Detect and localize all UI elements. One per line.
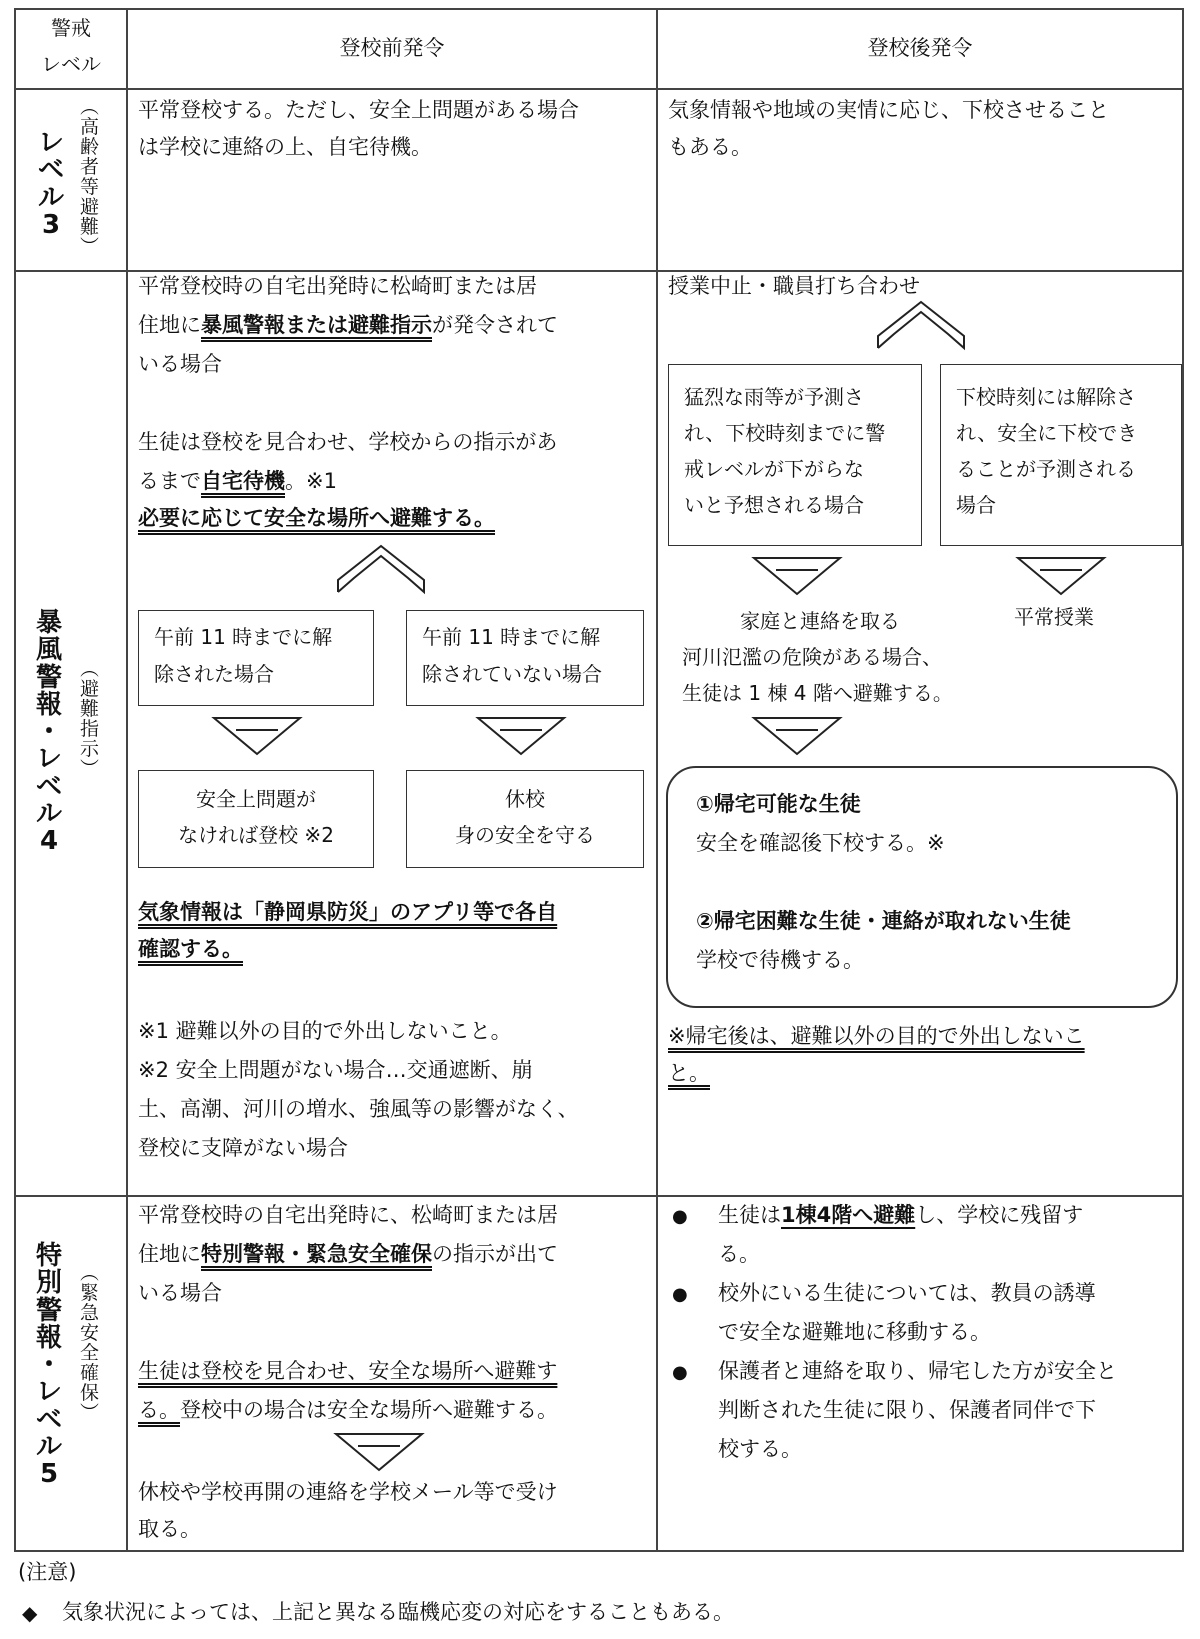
level3-after-line2: もある。 xyxy=(668,135,752,159)
level4-after-box-left-line3: 戒レベルが下がらな xyxy=(684,457,864,481)
level4-after-opt2-text: 学校で待機する。 xyxy=(696,948,864,972)
level5-before-line6-2: 取る。 xyxy=(138,1517,201,1541)
level5-before-line5: る。登校中の場合は安全な場所へ避難する。 xyxy=(138,1398,558,1422)
bullet-1-icon: ● xyxy=(672,1206,688,1227)
bullet-2-icon: ● xyxy=(672,1284,688,1305)
level4-before-line2: 住地に暴風警報または避難指示が発令されて xyxy=(138,313,558,337)
level4-note1: ※1 避難以外の目的で外出しないこと。 xyxy=(138,1019,512,1043)
level3-name-3: ル xyxy=(38,182,65,213)
split-arrow-right-icon xyxy=(876,300,966,350)
level3-name-4: 3 xyxy=(41,209,61,240)
header-level-line2: レベル xyxy=(41,52,101,76)
level5-after-b1-line2: る。 xyxy=(718,1242,760,1266)
header-level-line1: 警戒 xyxy=(51,16,91,40)
level4-before-result-left-line2: なければ登校 ※2 xyxy=(178,823,334,847)
level4-before-box-left-line1: 午前 11 時までに解 xyxy=(154,625,333,649)
level5-label: 特 別 警 報 ・ レ ベ ル 5 xyxy=(36,1241,63,1490)
level4-after-box-left-line2: れ、下校時刻までに警 xyxy=(684,421,886,445)
table-border-right xyxy=(1182,8,1184,1552)
level5-before-line1: 平常登校時の自宅出発時に、松崎町または居 xyxy=(138,1203,558,1227)
down-arrow-before-left-icon xyxy=(212,716,302,756)
table-border-top xyxy=(14,8,1184,10)
level4-before-line6: 必要に応じて安全な場所へ避難する。 xyxy=(138,506,495,530)
level5-after-b1-line1: 生徒は1棟4階へ避難し、学校に残留す xyxy=(718,1203,1084,1227)
level3-sub: ︵ 高 齢 者 等 避 難 ︶ xyxy=(80,96,100,258)
level4-after-box-left-line4: いと予想される場合 xyxy=(684,493,864,517)
level4-after-contact-line1: 家庭と連絡を取る xyxy=(740,609,900,633)
down-arrow-level5-icon xyxy=(334,1432,424,1472)
level3-before-line2: は学校に連絡の上、自宅待機。 xyxy=(138,135,432,159)
level4-before-box-left-line2: 除された場合 xyxy=(154,662,274,686)
level5-after-b3-line2: 判断された生徒に限り、保護者同伴で下 xyxy=(718,1398,1096,1422)
level4-label: 暴 風 警 報 ・ レ ベ ル 4 xyxy=(36,608,63,857)
level4-after-box-right-line1: 下校時刻には解除さ xyxy=(956,385,1136,409)
level4-after-line1: 授業中止・職員打ち合わせ xyxy=(668,274,920,298)
level4-after-box-left-line1: 猛烈な雨等が予測さ xyxy=(684,385,864,409)
level3-label xyxy=(38,130,64,239)
level4-after-normal: 平常授業 xyxy=(1014,605,1094,629)
level4-after-box-right-line2: れ、安全に下校でき xyxy=(956,421,1138,445)
level5-sub: ︵ 緊 急 安 全 確 保 ︶ xyxy=(80,1262,100,1424)
level4-before-line4: 生徒は登校を見合わせ、学校からの指示があ xyxy=(138,430,558,454)
level5-after-b3-line1: 保護者と連絡を取り、帰宅した方が安全と xyxy=(718,1359,1117,1383)
header-before: 登校前発令 xyxy=(339,36,445,60)
level3-after-line1: 気象情報や地域の実情に応じ、下校させること xyxy=(668,98,1109,122)
level4-sub: ︵ 避 難 指 示 ︶ xyxy=(80,658,100,780)
bullet-3-icon: ● xyxy=(672,1362,688,1383)
level4-after-opt1-text: 安全を確認後下校する。※ xyxy=(696,831,945,855)
level4-after-opt1-title: ①帰宅可能な生徒 xyxy=(696,792,861,816)
table-col-divider-2 xyxy=(656,8,658,1552)
level4-before-line1: 平常登校時の自宅出発時に松崎町または居 xyxy=(138,274,537,298)
storm-warning-emphasis: 暴風警報または避難指示 xyxy=(201,313,432,337)
down-arrow-before-right-icon xyxy=(476,716,566,756)
down-arrow-after-right-icon xyxy=(1016,556,1106,596)
special-warning-emphasis: 特別警報・緊急安全確保 xyxy=(201,1242,432,1266)
home-standby-emphasis: 自宅待機 xyxy=(201,469,285,493)
table-row-divider-1 xyxy=(14,88,1184,90)
level4-after-contact-line3: 生徒は 1 棟 4 階へ避難する。 xyxy=(682,681,953,705)
level5-after-b2-line1: 校外にいる生徒については、教員の誘導 xyxy=(718,1281,1096,1305)
level4-after-box-right-line3: ることが予測される xyxy=(956,457,1136,481)
level4-after-footnote-line2: と。 xyxy=(668,1061,710,1085)
level5-after-b3-line3: 校する。 xyxy=(718,1437,802,1461)
level4-app-note-line2: 確認する。 xyxy=(138,937,243,961)
level5-after-b2-line2: で安全な避難地に移動する。 xyxy=(718,1320,991,1344)
level4-after-opt2-title: ②帰宅困難な生徒・連絡が取れない生徒 xyxy=(696,909,1071,933)
down-arrow-after-left-icon xyxy=(752,556,842,596)
notes-text: 気象状況によっては、上記と異なる臨機応変の対応をすることもある。 xyxy=(62,1600,734,1624)
level4-before-line5: るまで自宅待機。※1 xyxy=(138,469,337,493)
level4-before-result-left-line1: 安全上問題が xyxy=(196,787,316,811)
notes-title: (注意) xyxy=(18,1560,77,1584)
diamond-bullet-icon: ◆ xyxy=(22,1601,38,1625)
level4-before-line3: いる場合 xyxy=(138,352,222,376)
level4-app-note-line1: 気象情報は「静岡県防災」のアプリ等で各自 xyxy=(138,900,558,924)
header-after: 登校後発令 xyxy=(867,36,973,60)
level4-note2-line2: 土、高潮、河川の増水、強風等の影響がなく、 xyxy=(138,1097,579,1121)
level4-before-result-right-line1: 休校 xyxy=(505,787,545,811)
level3-name-1: レ xyxy=(38,128,65,158)
level4-after-contact-line2: 河川氾濫の危険がある場合、 xyxy=(682,645,942,669)
header-level-col xyxy=(16,10,126,82)
level4-after-box-right-line4: 場合 xyxy=(956,493,996,517)
level4-before-result-right-line2: 身の安全を守る xyxy=(455,823,595,847)
table-border-left xyxy=(14,8,16,1552)
level4-after-footnote-line1: ※帰宅後は、避難以外の目的で外出しないこ xyxy=(668,1024,1085,1048)
level5-before-line4: 生徒は登校を見合わせ、安全な場所へ避難す xyxy=(138,1359,558,1383)
level4-note2-line1: ※2 安全上問題がない場合…交通遮断、崩 xyxy=(138,1058,533,1082)
level3-before-line1: 平常登校する。ただし、安全上問題がある場合 xyxy=(138,98,579,122)
level4-before-box-right-line1: 午前 11 時までに解 xyxy=(422,625,601,649)
down-arrow-after-contact-icon xyxy=(752,716,842,756)
split-arrow-left-icon xyxy=(336,544,426,594)
building-evacuation-emphasis: 1棟4階へ避難 xyxy=(781,1203,916,1227)
level5-before-line6-1: 休校や学校再開の連絡を学校メール等で受け xyxy=(138,1480,558,1504)
table-col-divider-1 xyxy=(126,8,128,1552)
level3-name-2: ベ xyxy=(38,155,65,186)
level5-before-line2: 住地に特別警報・緊急安全確保の指示が出て xyxy=(138,1242,558,1266)
level4-note2-line3: 登校に支障がない場合 xyxy=(138,1136,348,1160)
level5-before-line3: いる場合 xyxy=(138,1281,222,1305)
level4-before-box-right-line2: 除されていない場合 xyxy=(422,662,602,686)
table-border-bottom xyxy=(14,1550,1184,1552)
